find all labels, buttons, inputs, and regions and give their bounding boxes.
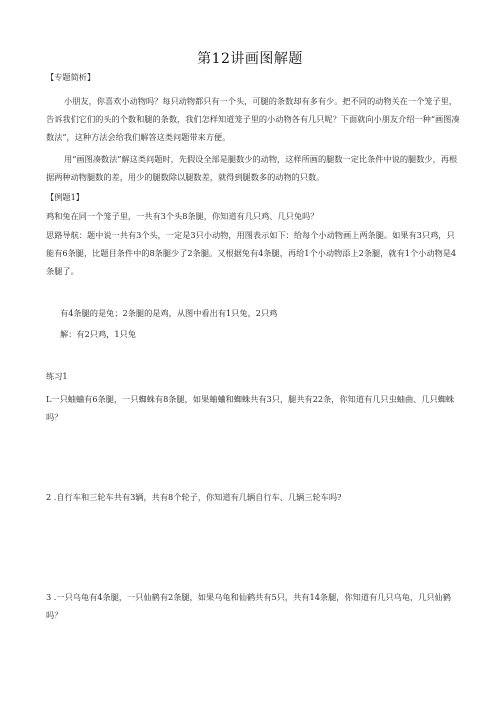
section-heading-analysis: 【专题简析】: [46, 72, 96, 82]
analysis-paragraph-2: 用“画图凑数法”解这类问题时，先假设全部是腿数少的动物，这样所画的腿数一定比条件中说的腿数少，再根据两种动物腿数的差，用少的腿数除以腿数差，就得到腿数多的动物的只数。: [46, 154, 458, 182]
example-heading: 【例题1】: [46, 192, 84, 202]
example-conclusion: 有4条腿的是兔；2条腿的是鸡，从图中看出有1只兔，2只鸡: [60, 308, 278, 318]
practice-heading: 练习1: [46, 371, 68, 381]
example-answer: 解：有2只鸡，1只兔: [60, 329, 136, 339]
practice-question-2: 2 .自行车和三轮车共有3辆，共有8个轮子，你知道有几辆自行车、几辆三轮车吗?: [46, 492, 342, 502]
page-title: 第12讲画图解题: [197, 51, 303, 67]
solution-guide: 思路导航：题中说一共有3个头，一定是3只小动物，用图表示如下：给每个小动物画上两条腿。如果有3只鸡，只能有6条腿，比题目条件中的8条腿少了2条腿。又根据兔有4条腿，再给1个小动物添上2条腿，就有1个小动物是4条腿了。: [46, 230, 457, 276]
analysis-paragraph-1: 小朋友，你喜欢小动物吗？每只动物都只有一个头，可腿的条数却有多有少。把不同的动物关在一个笼子里，告诉我们它们的头的个数和腿的条数，我们怎样知道笼子里的小动物各有几只呢？下面就向小朋友介绍一种“画图凑数法”，这种方法会给我们解答这类问题带来方便。: [46, 96, 460, 142]
example-question: 鸡和兔在同一个笼子里，一共有3个头8条腿，你知道有几只鸡、几只兔吗？: [46, 211, 319, 221]
practice-question-3: 3 .一只乌龟有4条腿，一只仙鹤有2条腿，如果乌龟和仙鹤共有5只，共有14条腿，你知道有几只乌龟，几只仙鹤吗？: [46, 592, 451, 620]
practice-question-1: L一只蚰蛐有6条腿，一只蜘蛛有8条腿，如果蚰蛐和蜘蛛共有3只，腿共有22条，你知道有几只虫蚰曲、几只蜘蛛吗？: [46, 394, 455, 422]
